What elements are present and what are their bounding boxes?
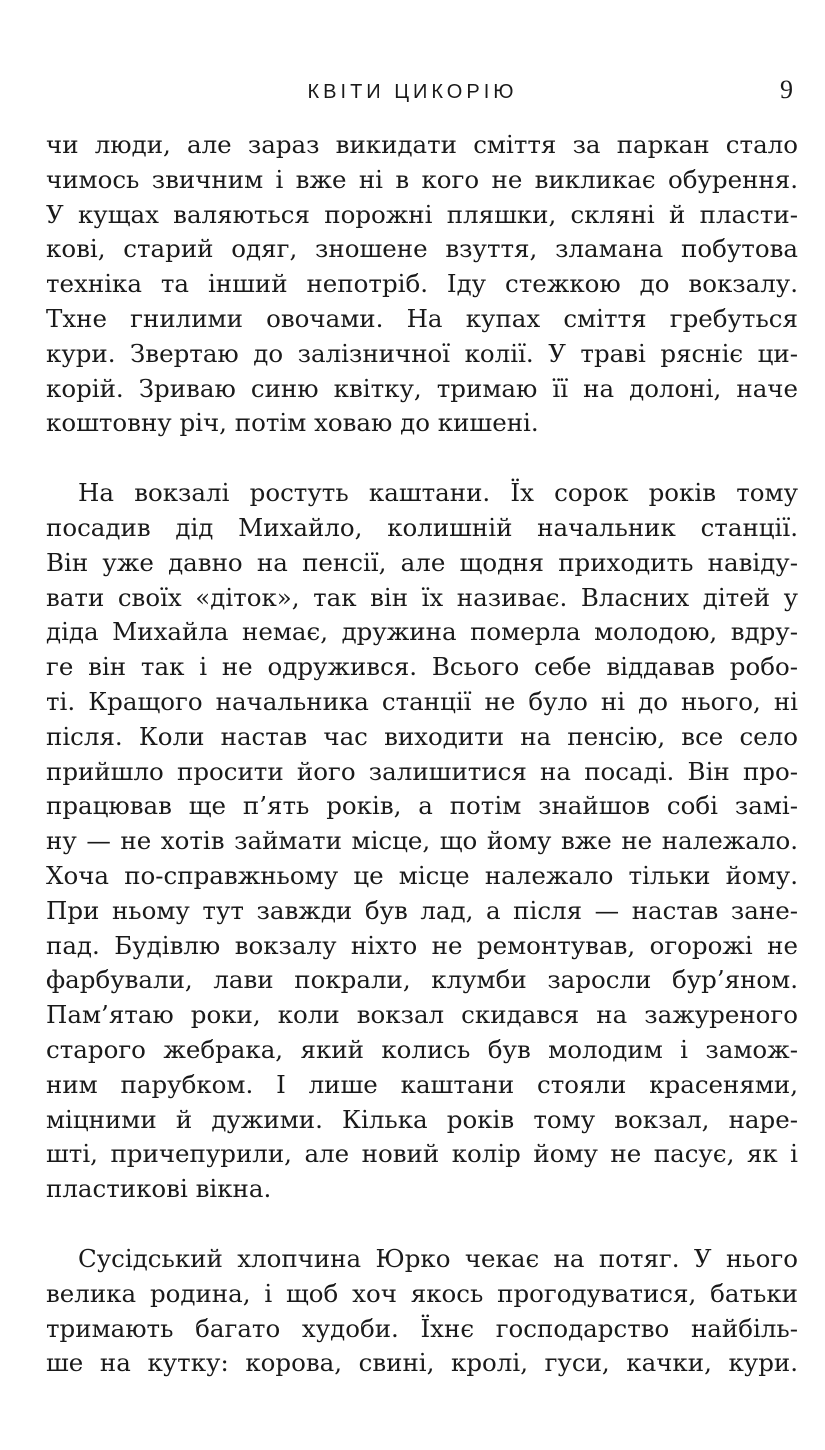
text-line: У кущах валяються порожні пляшки, скляні й пласти- (46, 199, 798, 229)
text-line: міцними й дужими. Кілька років тому вокзал, наре- (46, 1104, 798, 1134)
text-line: велика родина, і щоб хоч якось прогодуватися, батьки (46, 1278, 798, 1308)
text-line: чи люди, але зараз викидати сміття за паркан стало (46, 130, 798, 159)
text-line: ше на кутку: корова, свині, кролі, гуси, качки, кури. (46, 1348, 798, 1378)
paragraph-1 (46, 128, 798, 441)
text-line: вати своїх «діток», так він їх називає. Власних дітей у (46, 582, 798, 612)
text-line: прийшло просити його залишитися на посаді. Він про- (46, 756, 798, 786)
text-line: ну — не хотів займати місце, що йому вже не належало. (46, 826, 798, 856)
text-line: кури. Звертаю до залізничної колії. У траві рясніє ци- (46, 338, 798, 368)
text-line: ним парубком. І лише каштани стояли красенями, (46, 1069, 798, 1099)
text-line: діда Михайла немає, дружина померла молодою, вдру- (46, 617, 798, 647)
text-line: працював ще п’ять років, а потім знайшов собі замі- (46, 791, 798, 821)
text-line: тримають багато худоби. Їхнє господарство найбіль- (46, 1313, 798, 1343)
text-line: чимось звичним і вже ні в кого не викликає обурення. (46, 164, 798, 194)
running-title: КВІТИ ЦИКОРІЮ (307, 81, 518, 103)
text-line: Хоча по-справжньому це місце належало тільки йому. (46, 860, 798, 890)
text-line: пластикові вікна. (46, 1174, 272, 1204)
text-line: після. Коли настав час виходити на пенсію, все село (46, 721, 798, 751)
text-line: Пам’ятаю роки, коли вокзал скидався на зажуреного (46, 1000, 798, 1030)
text-line: пад. Будівлю вокзалу ніхто не ремонтував, огорожі не (46, 930, 798, 960)
text-line: кові, старий одяг, зношене взуття, зламана побутова (46, 234, 798, 264)
text-line: коштовну річ, потім ховаю до кишені. (46, 408, 539, 438)
text-line: Сусідський хлопчина Юрко чекає на потяг. У нього (78, 1243, 798, 1273)
text-line: старого жебрака, який колись був молодим і замож- (46, 1034, 798, 1064)
paragraph-2 (46, 476, 798, 1207)
body-text (46, 128, 798, 1381)
text-line: На вокзалі ростуть каштани. Їх сорок років тому (78, 478, 798, 508)
text-line: шті, причепурили, але новий колір йому не пасує, як і (46, 1139, 798, 1169)
text-line: фарбували, лави покрали, клумби заросли бур’яном. (46, 965, 798, 995)
text-line: ті. Кращого начальника станції не було ні до нього, ні (46, 686, 798, 716)
text-line: Тхне гнилими овочами. На купах сміття гребуться (46, 303, 798, 333)
page-number: 9 (780, 75, 793, 104)
text-line: ге він так і не одружився. Всього себе віддавав робо- (46, 652, 798, 682)
text-line: техніка та інший непотріб. Іду стежкою до вокзалу. (46, 269, 798, 299)
text-line: посадив дід Михайло, колишній начальник станції. (46, 512, 798, 542)
paragraph-gap (46, 441, 798, 476)
paragraph-3 (46, 1242, 798, 1381)
text-line: корій. Зриваю синю квітку, тримаю її на долоні, наче (46, 373, 798, 403)
running-head (0, 75, 825, 114)
text-line: Він уже давно на пенсії, але щодня приходить навіду- (46, 547, 798, 577)
text-line: При ньому тут завжди був лад, а після — настав зане- (46, 895, 798, 925)
paragraph-gap (46, 1207, 798, 1242)
